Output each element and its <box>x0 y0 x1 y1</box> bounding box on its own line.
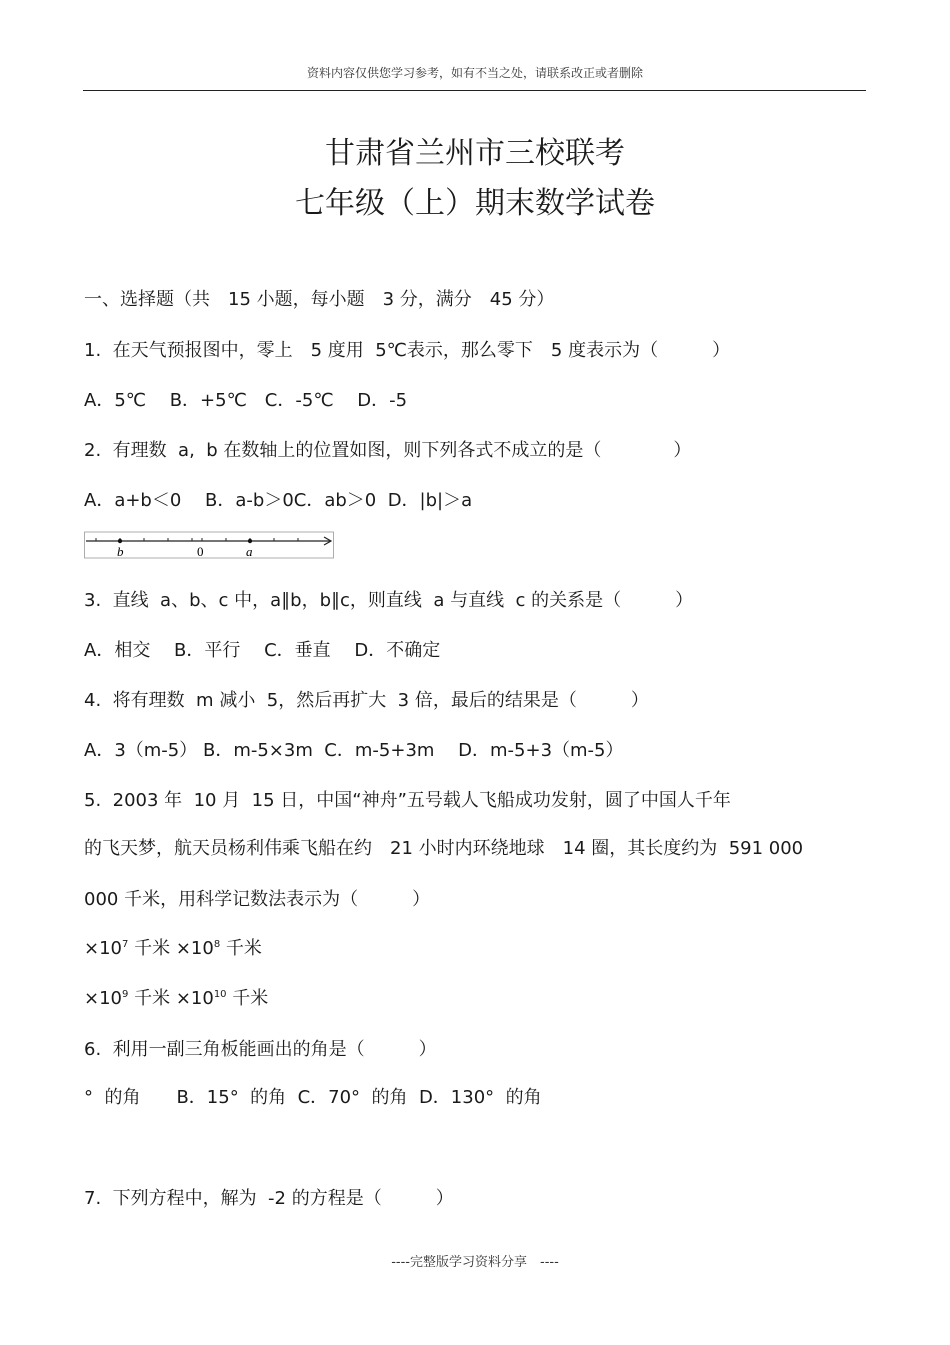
document-subtitle: 七年级（上）期末数学试卷 <box>295 186 655 221</box>
option-text: 千米 <box>220 938 262 959</box>
question-5-stem-line2: 的飞天梦，航天员杨利伟乘飞船在约 21 小时内环绕地球 14 圈，其长度约为 591 000 <box>84 838 804 859</box>
label-a: a <box>246 544 253 559</box>
document-title: 甘肃省兰州市三校联考 <box>325 136 625 171</box>
exponent: 9 <box>122 989 129 1000</box>
question-5-options-row1 <box>84 934 262 960</box>
option-text: ×10 <box>84 938 122 959</box>
question-6-options: ° 的角 B．15° 的角 C．70° 的角 D．130° 的角 <box>84 1087 542 1108</box>
question-5-stem-line3: 000 千米，用科学记数法表示为（ ） <box>84 889 431 910</box>
exponent: 10 <box>213 989 227 1000</box>
question-1-options: A．5℃ B．+5℃ C．-5℃ D．-5 <box>84 390 408 411</box>
option-text: 千米 <box>226 988 269 1009</box>
section-heading: 一、选择题（共 15 小题，每小题 3 分，满分 45 分） <box>84 289 555 310</box>
question-5-stem-line1: 5. 2003 年 10 月 15 日，中国“神舟”五号载人飞船成功发射，圆了中国人千年 <box>84 790 731 811</box>
question-2-stem: 2. 有理数 a, b 在数轴上的位置如图，则下列各式不成立的是（ ） <box>84 440 692 461</box>
question-4-stem: 4. 将有理数 m 减小 5，然后再扩大 3 倍，最后的结果是（ ） <box>84 690 649 711</box>
point-a <box>248 539 252 543</box>
question-3-options: A．相交 B．平行 C．垂直 D．不确定 <box>84 640 441 661</box>
header-divider <box>83 90 866 91</box>
question-7-stem: 7. 下列方程中，解为 -2 的方程是（ ） <box>84 1188 454 1209</box>
point-b <box>118 539 122 543</box>
question-1-stem: 1. 在天气预报图中，零上 5 度用 5℃表示，那么零下 5 度表示为（ ） <box>84 340 731 361</box>
question-6-stem: 6. 利用一副三角板能画出的角是（ ） <box>84 1039 437 1060</box>
exponent: 8 <box>213 939 221 950</box>
exponent: 7 <box>122 939 129 950</box>
number-line-figure <box>84 530 336 560</box>
question-2-options: A．a+b＜0 B．a-b＞0C．ab＞0 D．|b|＞a <box>84 490 473 511</box>
label-b: b <box>117 544 124 559</box>
option-text: ×10 <box>84 988 122 1009</box>
option-text: 千米 ×10 <box>128 988 214 1009</box>
question-5-options-row2 <box>84 984 268 1010</box>
footer-text: ----完整版学习资料分享 ---- <box>391 1255 559 1270</box>
question-4-options: A．3（m-5） B．m-5×3m C．m-5+3m D．m-5+3（m-5） <box>84 740 624 761</box>
label-zero: 0 <box>197 544 204 559</box>
question-3-stem: 3. 直线 a、b、c 中，a∥b，b∥c，则直线 a 与直线 c 的关系是（ ） <box>84 590 694 611</box>
option-text: 千米 ×10 <box>128 938 214 959</box>
header-note: 资料内容仅供您学习参考，如有不当之处，请联系改正或者删除 <box>306 66 643 80</box>
